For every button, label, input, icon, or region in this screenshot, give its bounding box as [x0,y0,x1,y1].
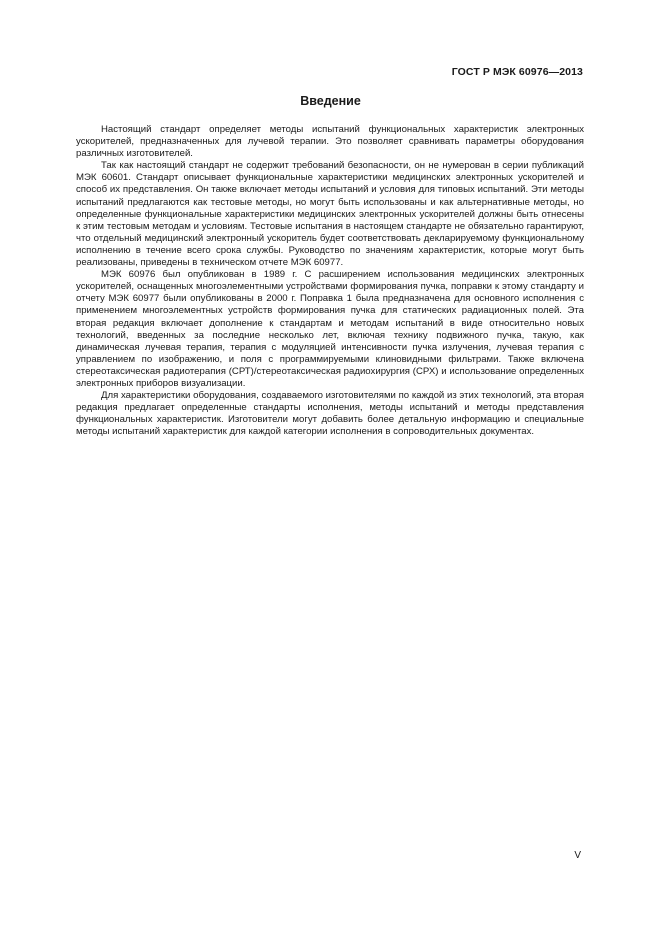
body-paragraph-1: Настоящий стандарт определяет методы испытаний функциональных характеристик электронных ускорителей, предназначенных для лучевой терапии. Это позволяет сравнивать параметры оборудования различных изготовителей. [76,124,584,160]
body-paragraph-4: Для характеристики оборудования, создаваемого изготовителями по каждой из этих технологий, эта вторая редакция предлагает определенные стандарты исполнения, методы испытаний и методы представления функциональных характеристик. Изготовители могут добавить более детальную информацию и специальные методы испытаний характеристик для каждой категории исполнения в сопроводительных документах. [76,390,584,438]
body-paragraph-2: Так как настоящий стандарт не содержит требований безопасности, он не нумерован в серии публикаций МЭК 60601. Стандарт описывает функциональные характеристики медицинских электронных ускорителей и способ их представления. Он также включает методы испытаний и условия для типовых испытаний. Эти методы испытаний предлагаются как тестовые методы, но могут быть использованы и как альтернативные методы, но определенные функциональные характеристики медицинских электронных ускорителей должны быть отнесены к этим тестовым методам и условиям. Тестовые испытания в настоящем стандарте не обязательно гарантируют, что отдельный медицинский электронный ускоритель будет соответствовать декларируемому функциональному исполнению в течение всего срока службы. Руководство по значениям характеристик, которые могут быть реализованы, приведены в техническом отчете МЭК 60977. [76,160,584,269]
section-body [76,124,584,438]
page-number: V [574,850,581,861]
document-standard-id: ГОСТ Р МЭК 60976—2013 [451,66,583,78]
body-paragraph-3: МЭК 60976 был опубликован в 1989 г. С расширением использования медицинских электронных ускорителей, оснащенных многоэлементными устройствами формирования пучка, поправки к этому стандарту и отчету МЭК 60977 были опубликованы в 2000 г. Поправка 1 была предназначена для основного исполнения с применением многоэлементных устройств формирования пучка для статических радиационных полей. Эта вторая редакция включает дополнение к стандартам и методам испытаний в виде относительно новых технологий, введенных за последние несколько лет, включая технику подвижного пучка, такую, как динамическая лучевая терапия, терапия с модуляцией интенсивности пучка излучения, лучевая терапия с управлением по изображению, и поля с программируемыми клиновидными фильтрами. Также включена стереотаксическая радиотерапия (СРТ)/стереотаксическая радиохирургия (СРХ) и использование определенных электронных приборов визуализации. [76,269,584,389]
section-title: Введение [300,94,361,108]
